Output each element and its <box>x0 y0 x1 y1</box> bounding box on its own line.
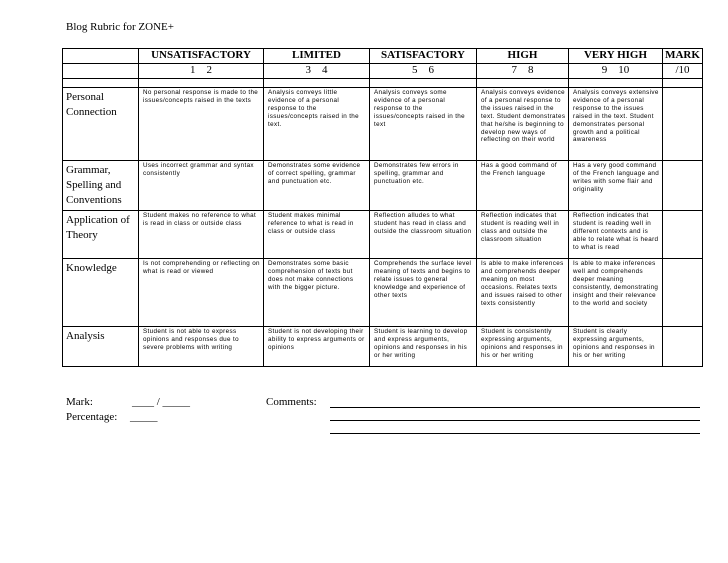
rubric-cell: Uses incorrect grammar and syntax consistently <box>139 161 264 211</box>
score-high: 7 8 <box>477 64 569 79</box>
table-row <box>63 161 703 211</box>
table-row <box>63 211 703 259</box>
rubric-cell: Student makes no reference to what is read in class or outside class <box>139 211 264 259</box>
rubric-cell: Student is consistently expressing arguments, opinions and responses in his or her writing <box>477 327 569 367</box>
mark-value: ____ / _____ <box>132 396 191 408</box>
rubric-cell: Analysis conveys extensive evidence of a personal response to the issues raised in the text. Student demonstrates personal growth and a political awareness <box>569 88 663 161</box>
mark-cell <box>663 327 703 367</box>
rubric-cell: Demonstrates some basic comprehension of texts but does not make connections with the bigger picture. <box>264 259 370 327</box>
header-blank <box>63 49 139 64</box>
criterion-label: Grammar, Spelling and Conventions <box>63 161 139 211</box>
rubric-cell: Demonstrates few errors in spelling, grammar and punctuation etc. <box>370 161 477 211</box>
comment-line <box>330 407 700 408</box>
score-limited: 3 4 <box>264 64 370 79</box>
header-mark: MARK <box>663 49 703 64</box>
score-blank <box>63 64 139 79</box>
mark-cell <box>663 161 703 211</box>
comments-label: Comments: <box>266 396 317 408</box>
mark-cell <box>663 88 703 161</box>
header-unsatisfactory: UNSATISFACTORY <box>139 49 264 64</box>
rubric-cell: Reflection indicates that student is reading well in different contexts and is able to relate what is heard to what is read <box>569 211 663 259</box>
score-unsatisfactory: 1 2 <box>139 64 264 79</box>
mark-cell <box>663 259 703 327</box>
rubric-cell: Student is clearly expressing arguments, opinions and responses in his or her writing <box>569 327 663 367</box>
criterion-label: Knowledge <box>63 259 139 327</box>
rubric-cell: Student is not able to express opinions and responses due to severe problems with writing <box>139 327 264 367</box>
mark-label: Mark: <box>66 396 93 408</box>
spacer-row <box>63 79 703 88</box>
percentage-value: _____ <box>130 411 158 423</box>
rubric-cell: Reflection alludes to what student has read in class and outside the classroom situation <box>370 211 477 259</box>
rubric-cell: Demonstrates some evidence of correct spelling, grammar and punctuation etc. <box>264 161 370 211</box>
criterion-label: Application of Theory <box>63 211 139 259</box>
percentage-label: Percentage: <box>66 411 118 423</box>
score-row <box>63 64 703 79</box>
rubric-cell: Analysis conveys some evidence of a personal response to the issues/concepts raised in the text <box>370 88 477 161</box>
rubric-cell: Is able to make inferences and comprehends deeper meaning on most occasions. Relates texts and issues raised to other texts consistently <box>477 259 569 327</box>
rubric-cell: Is not comprehending or reflecting on what is read or viewed <box>139 259 264 327</box>
header-row <box>63 49 703 64</box>
rubric-cell: Student makes minimal reference to what is read in class or outside class <box>264 211 370 259</box>
rubric-cell: No personal response is made to the issues/concepts raised in the texts <box>139 88 264 161</box>
comment-line <box>330 420 700 421</box>
rubric-cell: Student is not developing their ability to express arguments or opinions <box>264 327 370 367</box>
criterion-label: Analysis <box>63 327 139 367</box>
rubric-cell: Analysis conveys little evidence of a personal response to the issues/concepts raised in the text. <box>264 88 370 161</box>
header-very-high: VERY HIGH <box>569 49 663 64</box>
header-high: HIGH <box>477 49 569 64</box>
header-limited: LIMITED <box>264 49 370 64</box>
score-very-high: 9 10 <box>569 64 663 79</box>
table-row <box>63 259 703 327</box>
rubric-cell: Reflection indicates that student is reading well in class and outside the classroom situation <box>477 211 569 259</box>
table-row <box>63 327 703 367</box>
header-satisfactory: SATISFACTORY <box>370 49 477 64</box>
rubric-table <box>62 48 703 367</box>
mark-cell <box>663 211 703 259</box>
rubric-cell: Student is learning to develop and express arguments, opinions and responses in his or her writing <box>370 327 477 367</box>
comment-line <box>330 433 700 434</box>
rubric-cell: Has a good command of the French language <box>477 161 569 211</box>
score-mark: /10 <box>663 64 703 79</box>
criterion-label: Personal Connection <box>63 88 139 161</box>
rubric-cell: Is able to make inferences well and comprehends deeper meaning consistently, demonstrating insight and their relevance to the world and society <box>569 259 663 327</box>
table-row <box>63 88 703 161</box>
rubric-cell: Has a very good command of the French language and writes with some flair and originality <box>569 161 663 211</box>
document-title: Blog Rubric for ZONE+ <box>66 21 174 33</box>
rubric-cell: Analysis conveys evidence of a personal response to the issues raised in the text. Student demonstrates that he/she is beginning to develop new ways of reflecting on their world <box>477 88 569 161</box>
score-satisfactory: 5 6 <box>370 64 477 79</box>
rubric-cell: Comprehends the surface level meaning of texts and begins to relate issues to general knowledge and experience of other texts <box>370 259 477 327</box>
